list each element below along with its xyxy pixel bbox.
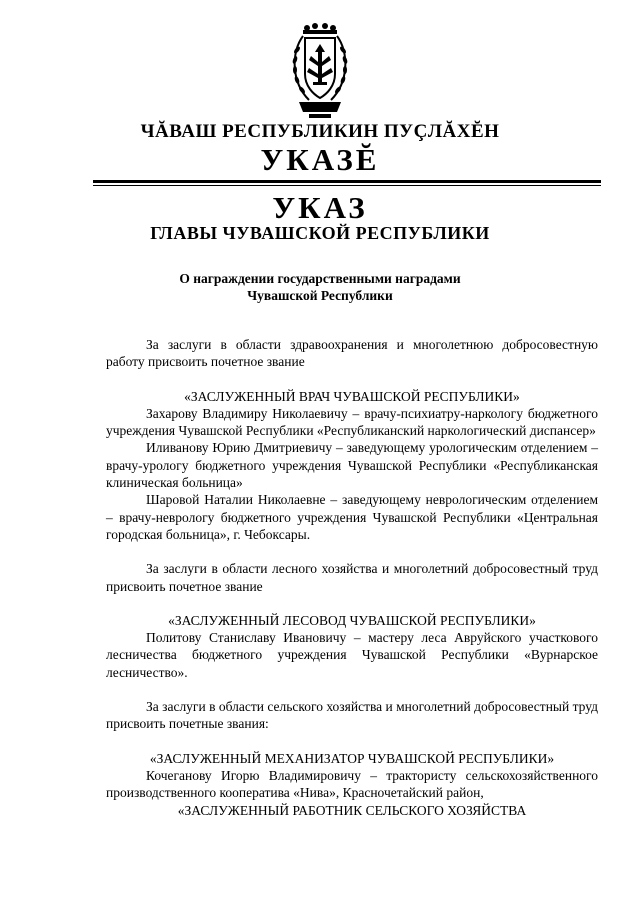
header-divider-thin	[93, 185, 601, 186]
awardee-ilivanov: Иливанову Юрию Дмитриевичу – заведующему урологическим отделением – врачу-урологу бюджетного учреждения Чувашской Республики «Республиканская клиническая больница»	[106, 440, 598, 491]
subject-line-1: О награждении государственными наградами	[179, 271, 461, 286]
awardee-kocheganov: Кочеганову Игорю Владимировичу – трактористу сельскохозяйственного производственного кооператива «Нива», Красночетайский район,	[106, 767, 598, 801]
paragraph-agriculture-intro: За заслуги в области сельского хозяйства и многолетний добросовестный труд присвоить почетные звания:	[106, 699, 598, 732]
title-honored-machine-operator: «ЗАСЛУЖЕННЫЙ МЕХАНИЗАТОР ЧУВАШСКОЙ РЕСПУБЛИКИ»	[149, 750, 555, 766]
decree-body	[106, 336, 598, 819]
subject-line-2: Чувашской Республики	[247, 288, 393, 303]
awardee-sharova: Шаровой Наталии Николаевне – заведующему неврологическим отделением – врачу-неврологу бюджетного учреждения Чувашской Республики «Центральная городская больница», г. Чебоксары.	[106, 492, 598, 542]
chuvash-heading-ukaze: УКАЗĔ	[260, 142, 380, 177]
chuvash-emblem-icon	[289, 22, 351, 122]
decree-subject	[0, 270, 640, 304]
title-honored-agriculture-worker: «ЗАСЛУЖЕННЫЙ РАБОТНИК СЕЛЬСКОГО ХОЗЯЙСТВА	[177, 802, 527, 818]
title-honored-doctor: «ЗАСЛУЖЕННЫЙ ВРАЧ ЧУВАШСКОЙ РЕСПУБЛИКИ»	[184, 388, 520, 404]
russian-heading-ukaz: УКАЗ	[272, 190, 368, 225]
awardee-politov: Политову Станиславу Ивановичу – мастеру леса Авруйского участкового лесничества бюджетного учреждения Чувашской Республики «Вурнарское лесничество».	[106, 630, 598, 680]
paragraph-health-intro: За заслуги в области здравоохранения и многолетнюю добросовестную работу присвоить почетное звание	[106, 337, 598, 370]
paragraph-forestry-intro: За заслуги в области лесного хозяйства и многолетний добросовестный труд присвоить почетное звание	[106, 561, 598, 594]
chuvash-heading-line1: ЧĂВАШ РЕСПУБЛИКИН ПУÇЛĂХĔН	[140, 121, 500, 142]
russian-heading-glavy: ГЛАВЫ ЧУВАШСКОЙ РЕСПУБЛИКИ	[150, 223, 490, 243]
awardee-zakharov: Захарову Владимиру Николаевичу – врачу-психиатру-наркологу бюджетного учреждения Чувашской Республики «Республиканский наркологический диспансер»	[106, 405, 598, 439]
header-divider-thick	[93, 180, 601, 183]
title-honored-forester: «ЗАСЛУЖЕННЫЙ ЛЕСОВОД ЧУВАШСКОЙ РЕСПУБЛИКИ»	[168, 612, 536, 628]
